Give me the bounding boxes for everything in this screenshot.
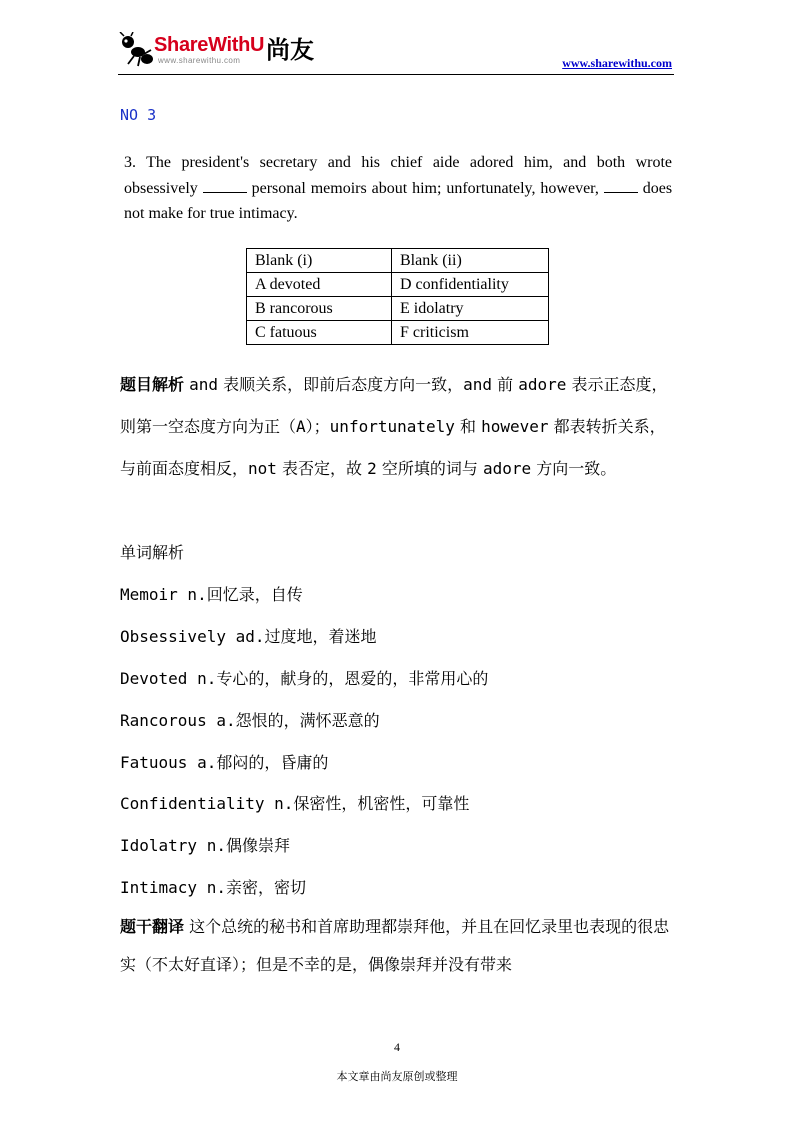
analysis-text: adore (482, 459, 532, 478)
option-d: D confidentiality (392, 273, 549, 297)
option-c: C fatuous (247, 321, 392, 345)
logo-chinese-wordmark: 尚友 (266, 36, 314, 64)
list-item (120, 616, 674, 658)
sharewithu-logo[interactable] (118, 30, 338, 70)
vocab-word: Devoted n. (120, 668, 217, 688)
site-link[interactable]: www.sharewithu.com (562, 56, 672, 70)
vocab-word: Idolatry n. (120, 836, 226, 856)
question-analysis (120, 364, 674, 490)
vocab-word: Confidentiality n. (120, 794, 294, 814)
list-item (120, 658, 674, 700)
option-f: F criticism (392, 321, 549, 345)
question-part-3: does not make for true intimacy. (124, 179, 673, 222)
analysis-text: ）； (305, 417, 330, 436)
analysis-text: 方向一致。 (531, 459, 617, 478)
question-part-1: 3. The president's secretary and his chief aide adored him, and both wrote obsessively (124, 154, 672, 197)
list-item (120, 867, 674, 909)
options-table (246, 248, 549, 345)
vocab-meaning: 怨恨的，满怀恶意的 (235, 710, 380, 730)
page-footer: 本文章由尚友原创或整理 (336, 1070, 458, 1083)
analysis-text: adore (518, 375, 567, 394)
ant-mascot-icon (118, 32, 154, 68)
table-row (247, 273, 549, 297)
analysis-text: 前 (492, 375, 519, 394)
analysis-text: 都表转折关系，与前面态度相反， (120, 417, 666, 478)
vocab-list (120, 574, 674, 909)
table-row (247, 297, 549, 321)
table-header-blank-i: Blank (i) (247, 249, 392, 273)
vocab-word: Obsessively ad. (120, 626, 265, 646)
list-item (120, 700, 674, 742)
logo-wordmark: ShareWithU (154, 34, 265, 56)
question-text (124, 150, 672, 227)
analysis-text: however (481, 417, 549, 436)
vocab-meaning: 偶像崇拜 (225, 836, 290, 856)
table-header-row (247, 249, 549, 273)
translation-label: 题干翻译 (120, 917, 185, 936)
header-divider (118, 74, 674, 75)
analysis-label: 题目解析 (120, 375, 185, 394)
page-number: 4 (394, 1040, 400, 1054)
vocab-meaning: 亲密，密切 (225, 878, 306, 898)
list-item (120, 574, 674, 616)
list-item (120, 825, 674, 867)
analysis-text: and (189, 375, 219, 394)
page-header (118, 30, 674, 74)
list-item (120, 783, 674, 825)
vocab-word: Intimacy n. (120, 878, 226, 898)
list-item (120, 742, 674, 784)
analysis-text: 2 (367, 459, 377, 478)
vocab-word: Memoir n. (120, 585, 207, 604)
blank-ii (604, 178, 638, 193)
question-part-2: personal memoirs about him; unfortunately, however, (251, 179, 599, 197)
analysis-text: not (248, 459, 277, 478)
analysis-text: 和 (454, 417, 482, 436)
analysis-text: 表顺关系，即前后态度方向一致， (218, 375, 464, 394)
analysis-text: 表否定，故 (276, 459, 368, 478)
vocab-meaning: 回忆录，自传 (206, 585, 303, 604)
vocab-word: Fatuous a. (120, 752, 217, 772)
vocab-meaning: 保密性，机密性，可靠性 (293, 794, 470, 814)
vocab-word: Rancorous a. (120, 710, 236, 730)
analysis-text: 空所填的词与 (376, 459, 483, 478)
vocab-meaning: 郁闷的，昏庸的 (216, 752, 329, 772)
analysis-text: 表示正态度，则第一空态度方向为正（ (120, 375, 668, 436)
table-header-blank-ii: Blank (ii) (392, 249, 549, 273)
analysis-text: unfortunately (329, 417, 455, 436)
section-label: NO 3 (120, 106, 157, 124)
option-e: E idolatry (392, 297, 549, 321)
blank-i (203, 178, 247, 193)
vocab-meaning: 专心的，献身的，恩爱的，非常用心的 (216, 668, 489, 688)
option-b: B rancorous (247, 297, 392, 321)
analysis-text: and (463, 375, 493, 394)
analysis-text: A (296, 417, 306, 436)
translation-text: 这个总统的秘书和首席助理都崇拜他，并且在回忆录里也表现的很忠实（不太好直译）；但是不幸的是，偶像崇拜并没有带来 (120, 917, 670, 974)
vocab-title: 单词解析 (120, 543, 185, 562)
table-row (247, 321, 549, 345)
stem-translation (120, 908, 674, 984)
logo-url: www.sharewithu.com (158, 56, 241, 65)
option-a: A devoted (247, 273, 392, 297)
vocab-meaning: 过度地，着迷地 (264, 626, 377, 646)
